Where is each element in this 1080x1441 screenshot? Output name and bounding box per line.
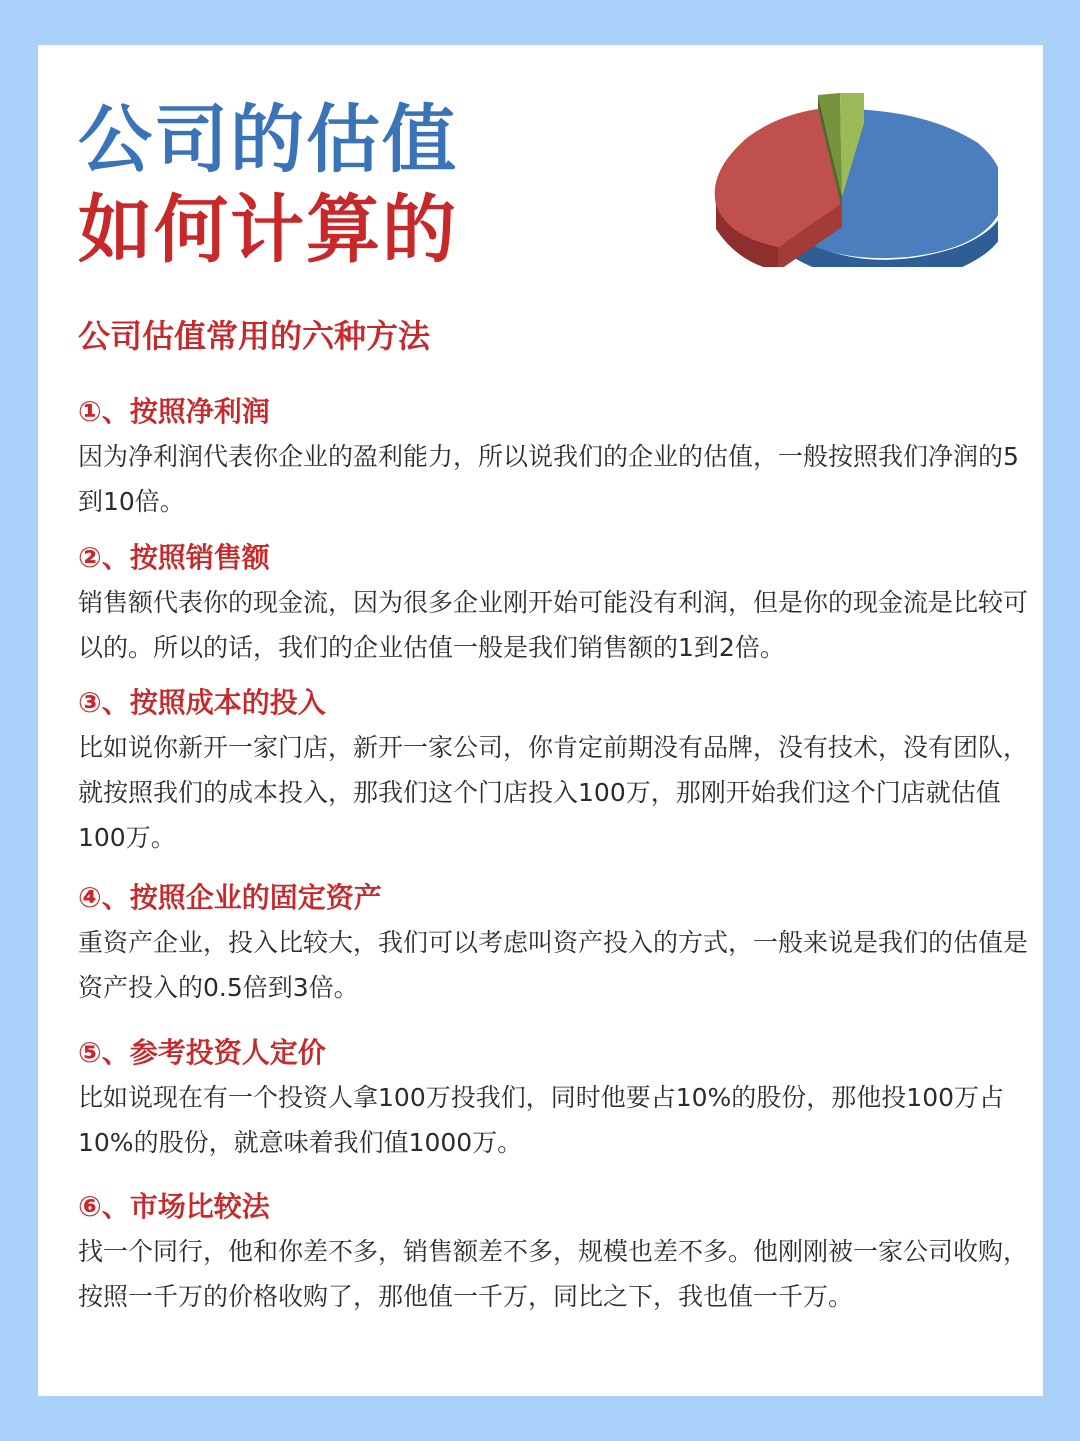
method-description: 比如说现在有一个投资人拿100万投我们，同时他要占10%的股份，那他投100万占10%的股份，就意味着我们值1000万。 [78, 1083, 1005, 1157]
method-section-3 [78, 681, 1038, 860]
method-description: 重资产企业，投入比较大，我们可以考虑叫资产投入的方式，一般来说是我们的估值是资产投入的0.5倍到3倍。 [78, 928, 1029, 1002]
method-heading: ④、按照企业的固定资产 [78, 881, 382, 914]
method-section-2 [78, 536, 1038, 670]
method-heading: ⑥、市场比较法 [78, 1190, 270, 1223]
method-section-1 [78, 390, 1038, 524]
content-card [38, 45, 1043, 1396]
page-title-line-2: 如何计算的 [78, 187, 458, 273]
method-description: 销售额代表你的现金流，因为很多企业刚开始可能没有利润，但是你的现金流是比较可以的。所以的话，我们的企业估值一般是我们销售额的1到2倍。 [78, 588, 1029, 662]
method-section-5 [78, 1031, 1038, 1165]
method-description: 找一个同行，他和你差不多，销售额差不多，规模也差不多。他刚刚被一家公司收购，按照一千万的价格收购了，那他值一千万，同比之下，我也值一千万。 [78, 1237, 1029, 1311]
method-heading: ③、按照成本的投入 [78, 686, 326, 719]
method-section-4 [78, 876, 1038, 1010]
page-title-line-1: 公司的估值 [78, 97, 458, 183]
method-section-6 [78, 1185, 1038, 1319]
method-description: 比如说你新开一家门店，新开一家公司，你肯定前期没有品牌，没有技术，没有团队，就按照我们的成本投入，那我们这个门店投入100万，那刚开始我们这个门店就估值100万。 [78, 733, 1029, 852]
method-heading: ①、按照净利润 [78, 395, 270, 428]
method-heading: ②、按照销售额 [78, 541, 270, 574]
method-heading: ⑤、参考投资人定价 [78, 1036, 326, 1069]
method-description: 因为净利润代表你企业的盈利能力，所以说我们的企业的估值，一般按照我们净润的5到10倍。 [78, 442, 1019, 516]
subtitle: 公司估值常用的六种方法 [78, 317, 431, 355]
pie-chart-illustration [668, 87, 998, 267]
